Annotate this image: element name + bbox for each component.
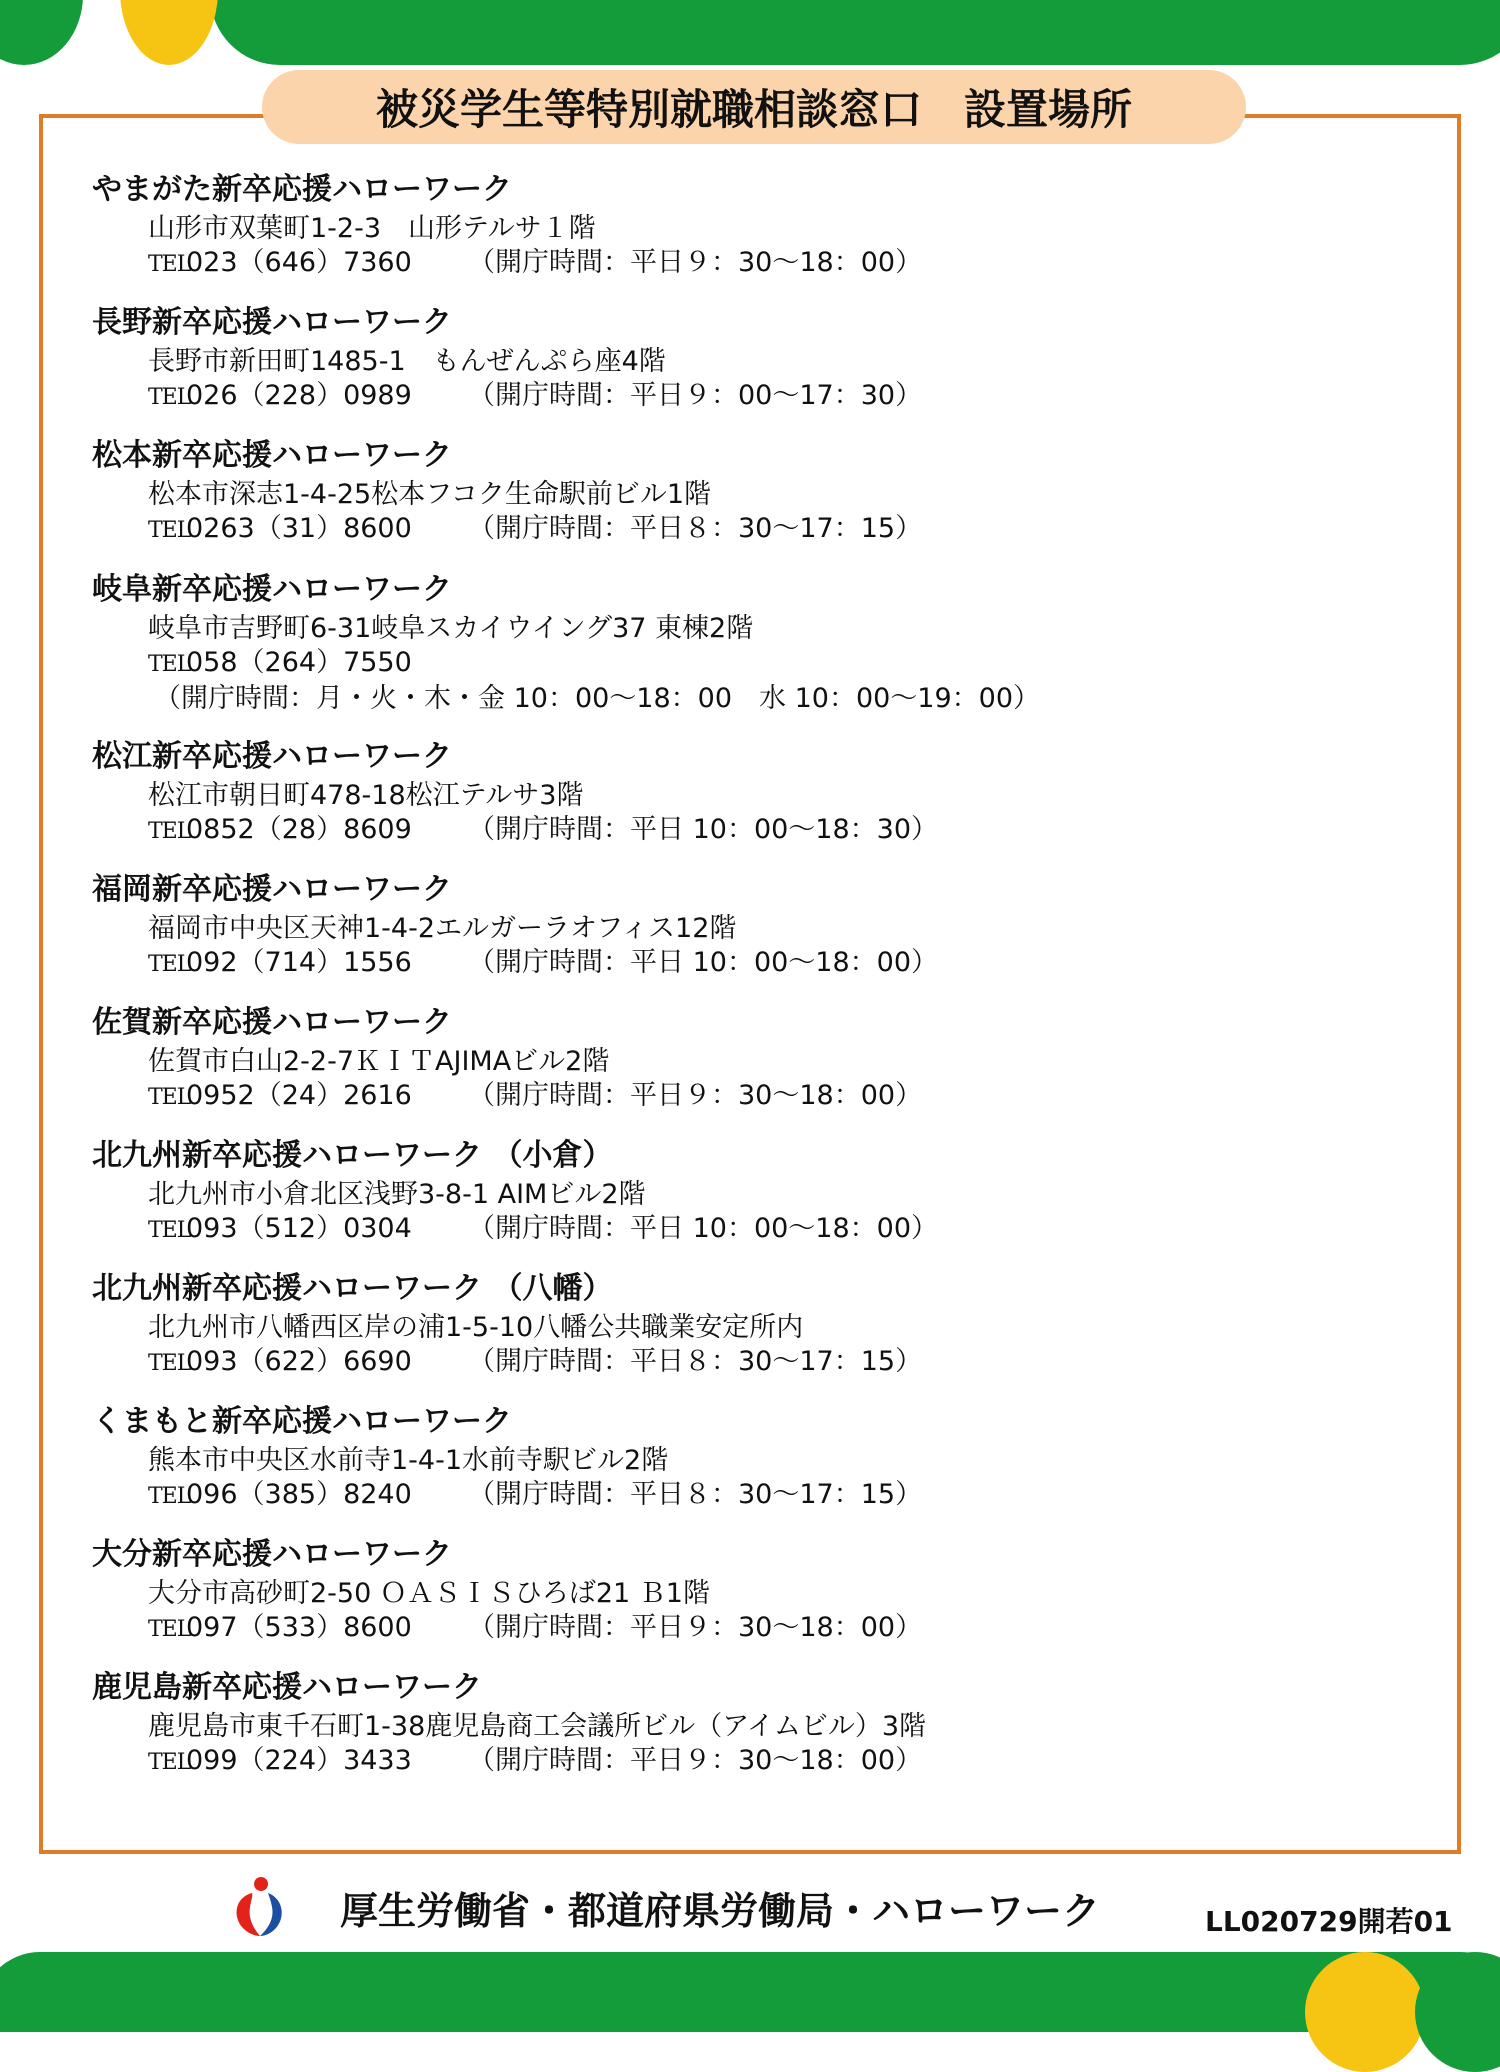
office-name: 松江新卒応援ハローワーク bbox=[92, 739, 452, 774]
office-address: 岐阜市吉野町6-31岐阜スカイウイング37 東棟2階 bbox=[148, 613, 754, 644]
office-contact bbox=[92, 946, 1422, 982]
office-list bbox=[92, 168, 1422, 1799]
bottom-yellow-circle bbox=[1305, 1952, 1425, 2072]
office-name: 北九州新卒応援ハローワーク （小倉） bbox=[92, 1138, 613, 1173]
footer-organizations: 厚生労働省・都道府県労働局・ハローワーク bbox=[340, 1888, 1101, 1933]
office-name: くまもと新卒応援ハローワーク bbox=[92, 1404, 512, 1439]
office-tel: 093（622）6690 bbox=[186, 1346, 412, 1377]
office-item bbox=[92, 301, 1422, 415]
office-item bbox=[92, 868, 1422, 982]
office-hours: （開庁時間：平日 10：00～18：00） bbox=[468, 947, 939, 978]
tel-label: TEL bbox=[148, 1750, 191, 1775]
office-address: 福岡市中央区天神1-4-2エルガーラオフィス12階 bbox=[148, 913, 737, 944]
mhlw-logo-icon bbox=[230, 1875, 288, 1939]
logo-head bbox=[254, 1877, 268, 1891]
office-address: 佐賀市白山2-2-7ＫＩＴAJIMAビル2階 bbox=[148, 1046, 610, 1077]
office-name: やまがた新卒応援ハローワーク bbox=[92, 172, 512, 207]
office-name: 北九州新卒応援ハローワーク （八幡） bbox=[92, 1271, 613, 1306]
top-left-green-circle bbox=[0, 0, 83, 65]
office-tel: 0952（24）2616 bbox=[186, 1080, 412, 1111]
office-contact bbox=[92, 646, 1422, 682]
office-tel: 0263（31）8600 bbox=[186, 513, 412, 544]
office-contact bbox=[92, 1478, 1422, 1514]
office-contact bbox=[92, 1611, 1422, 1647]
tel-label: TEL bbox=[148, 652, 191, 677]
office-address: 松江市朝日町478-18松江テルサ3階 bbox=[148, 780, 584, 811]
office-name: 佐賀新卒応援ハローワーク bbox=[92, 1005, 452, 1040]
page-title: 被災学生等特別就職相談窓口 設置場所 bbox=[262, 70, 1246, 144]
office-hours: （開庁時間：平日８：30～17：15） bbox=[468, 513, 923, 544]
tel-label: TEL bbox=[148, 1617, 191, 1642]
office-item bbox=[92, 1001, 1422, 1115]
office-tel: 099（224）3433 bbox=[186, 1745, 412, 1776]
office-hours: （開庁時間：平日９：30～18：00） bbox=[468, 1745, 923, 1776]
tel-label: TEL bbox=[148, 952, 191, 977]
office-address: 大分市高砂町2-50 ＯＡＳＩＳひろば21 Ｂ1階 bbox=[148, 1578, 710, 1609]
office-name: 福岡新卒応援ハローワーク bbox=[92, 872, 452, 907]
logo-right-arm bbox=[260, 1893, 282, 1936]
office-hours: （開庁時間：平日 10：00～18：00） bbox=[468, 1213, 939, 1244]
tel-label: TEL bbox=[148, 819, 191, 844]
office-hours: （開庁時間：平日９：30～18：00） bbox=[468, 247, 923, 278]
office-address: 長野市新田町1485-1 もんぜんぷら座4階 bbox=[148, 346, 666, 377]
office-hours: （開庁時間：平日９：00～17：30） bbox=[468, 380, 923, 411]
office-contact bbox=[92, 813, 1422, 849]
office-contact bbox=[92, 1744, 1422, 1780]
office-address: 松本市深志1-4-25松本フコク生命駅前ビル1階 bbox=[148, 479, 712, 510]
top-green-band bbox=[210, 0, 1500, 65]
tel-label: TEL bbox=[148, 385, 191, 410]
office-item bbox=[92, 434, 1422, 548]
footer bbox=[230, 1872, 1270, 1942]
tel-label: TEL bbox=[148, 1351, 191, 1376]
office-contact bbox=[92, 512, 1422, 548]
office-tel: 023（646）7360 bbox=[186, 247, 412, 278]
office-contact bbox=[92, 246, 1422, 282]
office-hours: （開庁時間：平日８：30～17：15） bbox=[468, 1479, 923, 1510]
bottom-green-band bbox=[0, 1952, 1500, 2032]
office-contact bbox=[92, 1345, 1422, 1381]
office-name: 長野新卒応援ハローワーク bbox=[92, 305, 452, 340]
office-tel: 092（714）1556 bbox=[186, 947, 412, 978]
office-tel: 0852（28）8609 bbox=[186, 814, 412, 845]
office-address: 北九州市小倉北区浅野3-8-1 AIMビル2階 bbox=[148, 1179, 646, 1210]
office-tel: 096（385）8240 bbox=[186, 1479, 412, 1510]
office-item bbox=[92, 1533, 1422, 1647]
office-address: 山形市双葉町1-2-3 山形テルサ１階 bbox=[148, 213, 596, 244]
office-address: 熊本市中央区水前寺1-4-1水前寺駅ビル2階 bbox=[148, 1445, 669, 1476]
office-name: 鹿児島新卒応援ハローワーク bbox=[92, 1670, 482, 1705]
tel-label: TEL bbox=[148, 518, 191, 543]
office-tel: 093（512）0304 bbox=[186, 1213, 412, 1244]
office-tel: 097（533）8600 bbox=[186, 1612, 412, 1643]
logo-left-arm bbox=[237, 1893, 260, 1936]
office-contact bbox=[92, 1212, 1422, 1248]
office-hours: （開庁時間：平日８：30～17：15） bbox=[468, 1346, 923, 1377]
tel-label: TEL bbox=[148, 252, 191, 277]
tel-label: TEL bbox=[148, 1484, 191, 1509]
office-contact bbox=[92, 1079, 1422, 1115]
office-item bbox=[92, 1267, 1422, 1381]
document-code: LL020729開若01 bbox=[1205, 1905, 1453, 1938]
office-address: 鹿児島市東千石町1-38鹿児島商工会議所ビル（アイムビル）3階 bbox=[148, 1711, 927, 1742]
office-item bbox=[92, 568, 1422, 716]
tel-label: TEL bbox=[148, 1218, 191, 1243]
office-name: 松本新卒応援ハローワーク bbox=[92, 438, 452, 473]
office-item bbox=[92, 1400, 1422, 1514]
office-hours: （開庁時間：月・火・木・金 10：00～18：00 水 10：00～19：00） bbox=[154, 683, 1041, 714]
office-address: 北九州市八幡西区岸の浦1-5-10八幡公共職業安定所内 bbox=[148, 1312, 804, 1343]
office-item bbox=[92, 1134, 1422, 1248]
office-name: 大分新卒応援ハローワーク bbox=[92, 1537, 452, 1572]
office-item bbox=[92, 168, 1422, 282]
tel-label: TEL bbox=[148, 1085, 191, 1110]
office-tel: 058（264）7550 bbox=[186, 647, 412, 678]
office-contact bbox=[92, 379, 1422, 415]
office-item bbox=[92, 735, 1422, 849]
office-hours: （開庁時間：平日９：30～18：00） bbox=[468, 1612, 923, 1643]
office-hours: （開庁時間：平日９：30～18：00） bbox=[468, 1080, 923, 1111]
office-tel: 026（228）0989 bbox=[186, 380, 412, 411]
office-hours: （開庁時間：平日 10：00～18：30） bbox=[468, 814, 939, 845]
top-yellow-circle bbox=[120, 0, 218, 65]
office-item bbox=[92, 1666, 1422, 1780]
office-name: 岐阜新卒応援ハローワーク bbox=[92, 572, 452, 607]
